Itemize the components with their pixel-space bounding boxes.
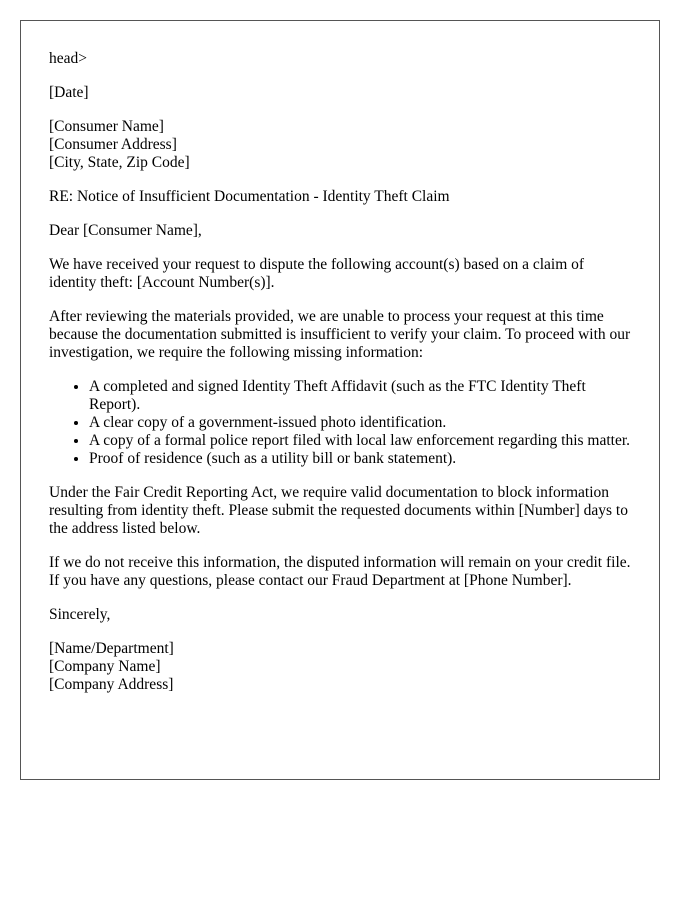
signoff: Sincerely,	[49, 606, 111, 623]
closing-note-paragraph: If we do not receive this information, the disputed information will remain on your credit file. If you have any questions, please contact our Fraud Department at [Phone Number].	[49, 554, 631, 589]
letter-date: [Date]	[49, 84, 89, 101]
recipient-name: [Consumer Name]	[49, 118, 164, 135]
sender-name-department: [Name/Department]	[49, 640, 174, 657]
list-item: • A clear copy of a government-issued photo identification.	[89, 414, 631, 432]
requirements-list	[49, 378, 631, 468]
list-item: • A completed and signed Identity Theft Affidavit (such as the FTC Identity Theft Report).	[89, 378, 631, 414]
sender-block	[49, 640, 631, 694]
sender-company-address: [Company Address]	[49, 676, 174, 693]
sender-company-name: [Company Name]	[49, 658, 161, 675]
review-paragraph: After reviewing the materials provided, we are unable to process your request at this time because the documentation submitted is insufficient to verify your claim. To proceed with our investigation, we require the following missing information:	[49, 308, 631, 361]
letter-page	[20, 20, 660, 780]
fcra-paragraph: Under the Fair Credit Reporting Act, we require valid documentation to block information resulting from identity theft. Please submit the requested documents within [Number] days to the address listed below.	[49, 484, 628, 537]
list-item: • Proof of residence (such as a utility bill or bank statement).	[89, 450, 631, 468]
salutation: Dear [Consumer Name],	[49, 222, 202, 239]
recipient-address-block	[49, 118, 631, 172]
recipient-city-state-zip: [City, State, Zip Code]	[49, 154, 190, 171]
intro-paragraph: We have received your request to dispute the following account(s) based on a claim of identity theft: [Account Number(s)].	[49, 256, 585, 291]
recipient-address: [Consumer Address]	[49, 136, 177, 153]
subject-line: RE: Notice of Insufficient Documentation - Identity Theft Claim	[49, 188, 450, 205]
list-item: • A copy of a formal police report filed with local law enforcement regarding this matter.	[89, 432, 631, 450]
stray-text: head>	[49, 50, 88, 67]
